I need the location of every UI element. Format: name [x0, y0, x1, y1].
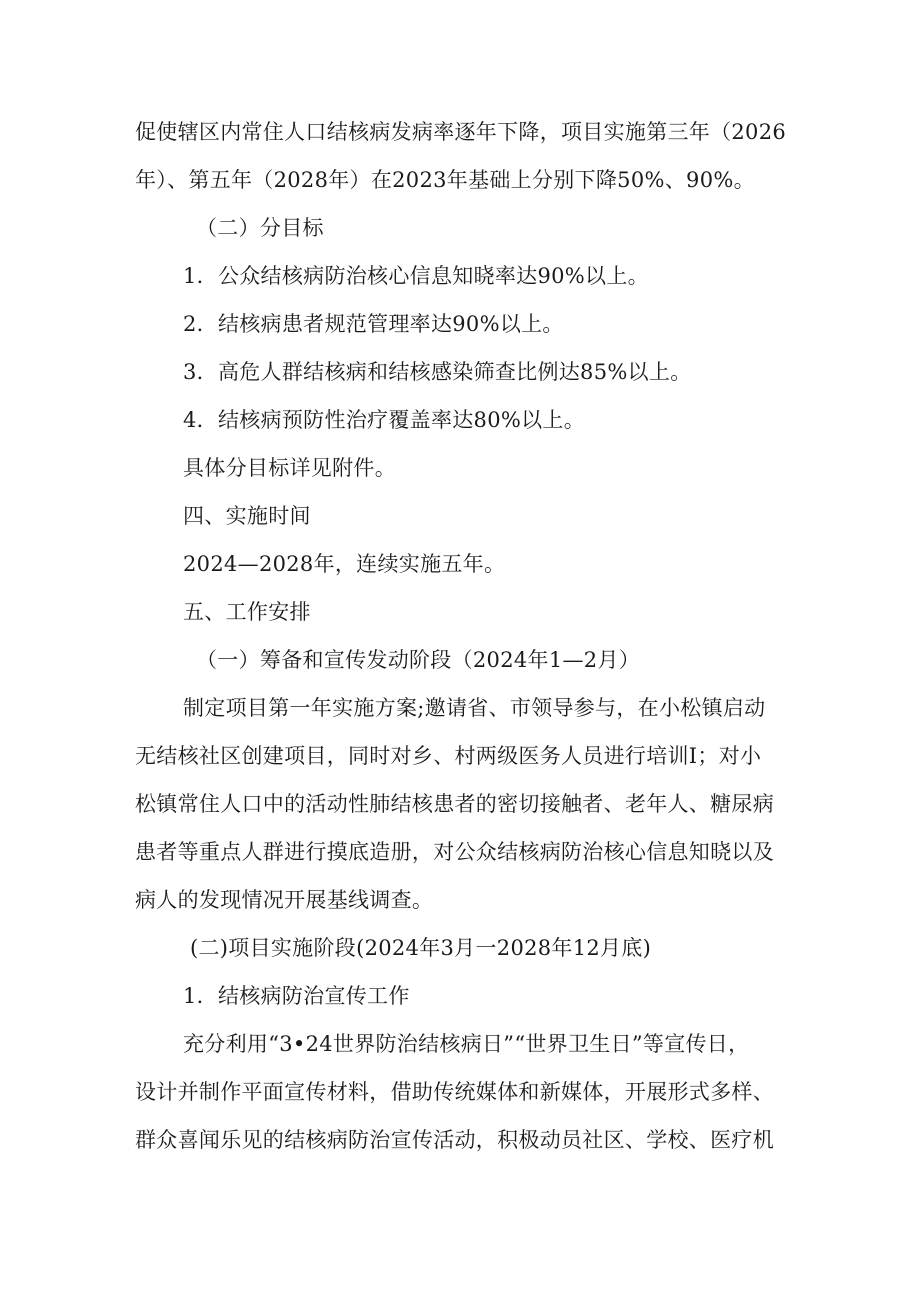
section-heading: 四、实施时间 — [183, 504, 311, 528]
paragraph-line: 群众喜闻乐见的结核病防治宣传活动，积极动员社区、学校、医疗机 — [135, 1128, 774, 1152]
paragraph-line: 设计并制作平面宣传材料，借助传统媒体和新媒体，开展形式多样、 — [135, 1080, 774, 1104]
list-item: 4．结核病预防性治疗覆盖率达80%以上。 — [183, 408, 586, 432]
paragraph-line: 制定项目第一年实施方案;邀请省、市领导参与，在小松镇启动 — [183, 696, 766, 720]
paragraph-line: 患者等重点人群进行摸底造册，对公众结核病防治核心信息知晓以及 — [135, 840, 774, 864]
list-item: 3．高危人群结核病和结核感染筛查比例达85%以上。 — [183, 360, 692, 384]
subsection-heading: （一）筹备和宣传发动阶段（2024年1—2月） — [196, 648, 641, 672]
paragraph-line: 无结核社区创建项目，同时对乡、村两级医务人员进行培训I；对小 — [135, 744, 762, 768]
paragraph-line: 具体分目标详见附件。 — [183, 456, 396, 480]
subsection-heading: （二）分目标 — [196, 216, 324, 240]
paragraph-line: 病人的发现情况开展基线调查。 — [135, 888, 434, 912]
paragraph-line: 松镇常住人口中的活动性肺结核患者的密切接触者、老年人、糖尿病 — [135, 792, 774, 816]
subsection-heading: (二)项目实施阶段(2024年3月一2028年12月底) — [190, 936, 652, 960]
list-item: 1．公众结核病防治核心信息知晓率达90%以上。 — [183, 264, 649, 288]
paragraph-line: 2024—2028年，连续实施五年。 — [183, 552, 506, 576]
paragraph-line: 充分利用“3•24世界防治结核病日”“世界卫生日”等宣传日， — [183, 1032, 750, 1056]
paragraph-line: 年）、第五年（2028年）在2023年基础上分别下降50%、90%。 — [135, 168, 755, 192]
section-heading: 五、工作安排 — [183, 600, 311, 624]
paragraph-line: 促使辖区内常住人口结核病发病率逐年下降，项目实施第三年（2026 — [135, 120, 787, 144]
list-item: 2．结核病患者规范管理率达90%以上。 — [183, 312, 564, 336]
list-item: 1．结核病防治宣传工作 — [183, 984, 410, 1008]
